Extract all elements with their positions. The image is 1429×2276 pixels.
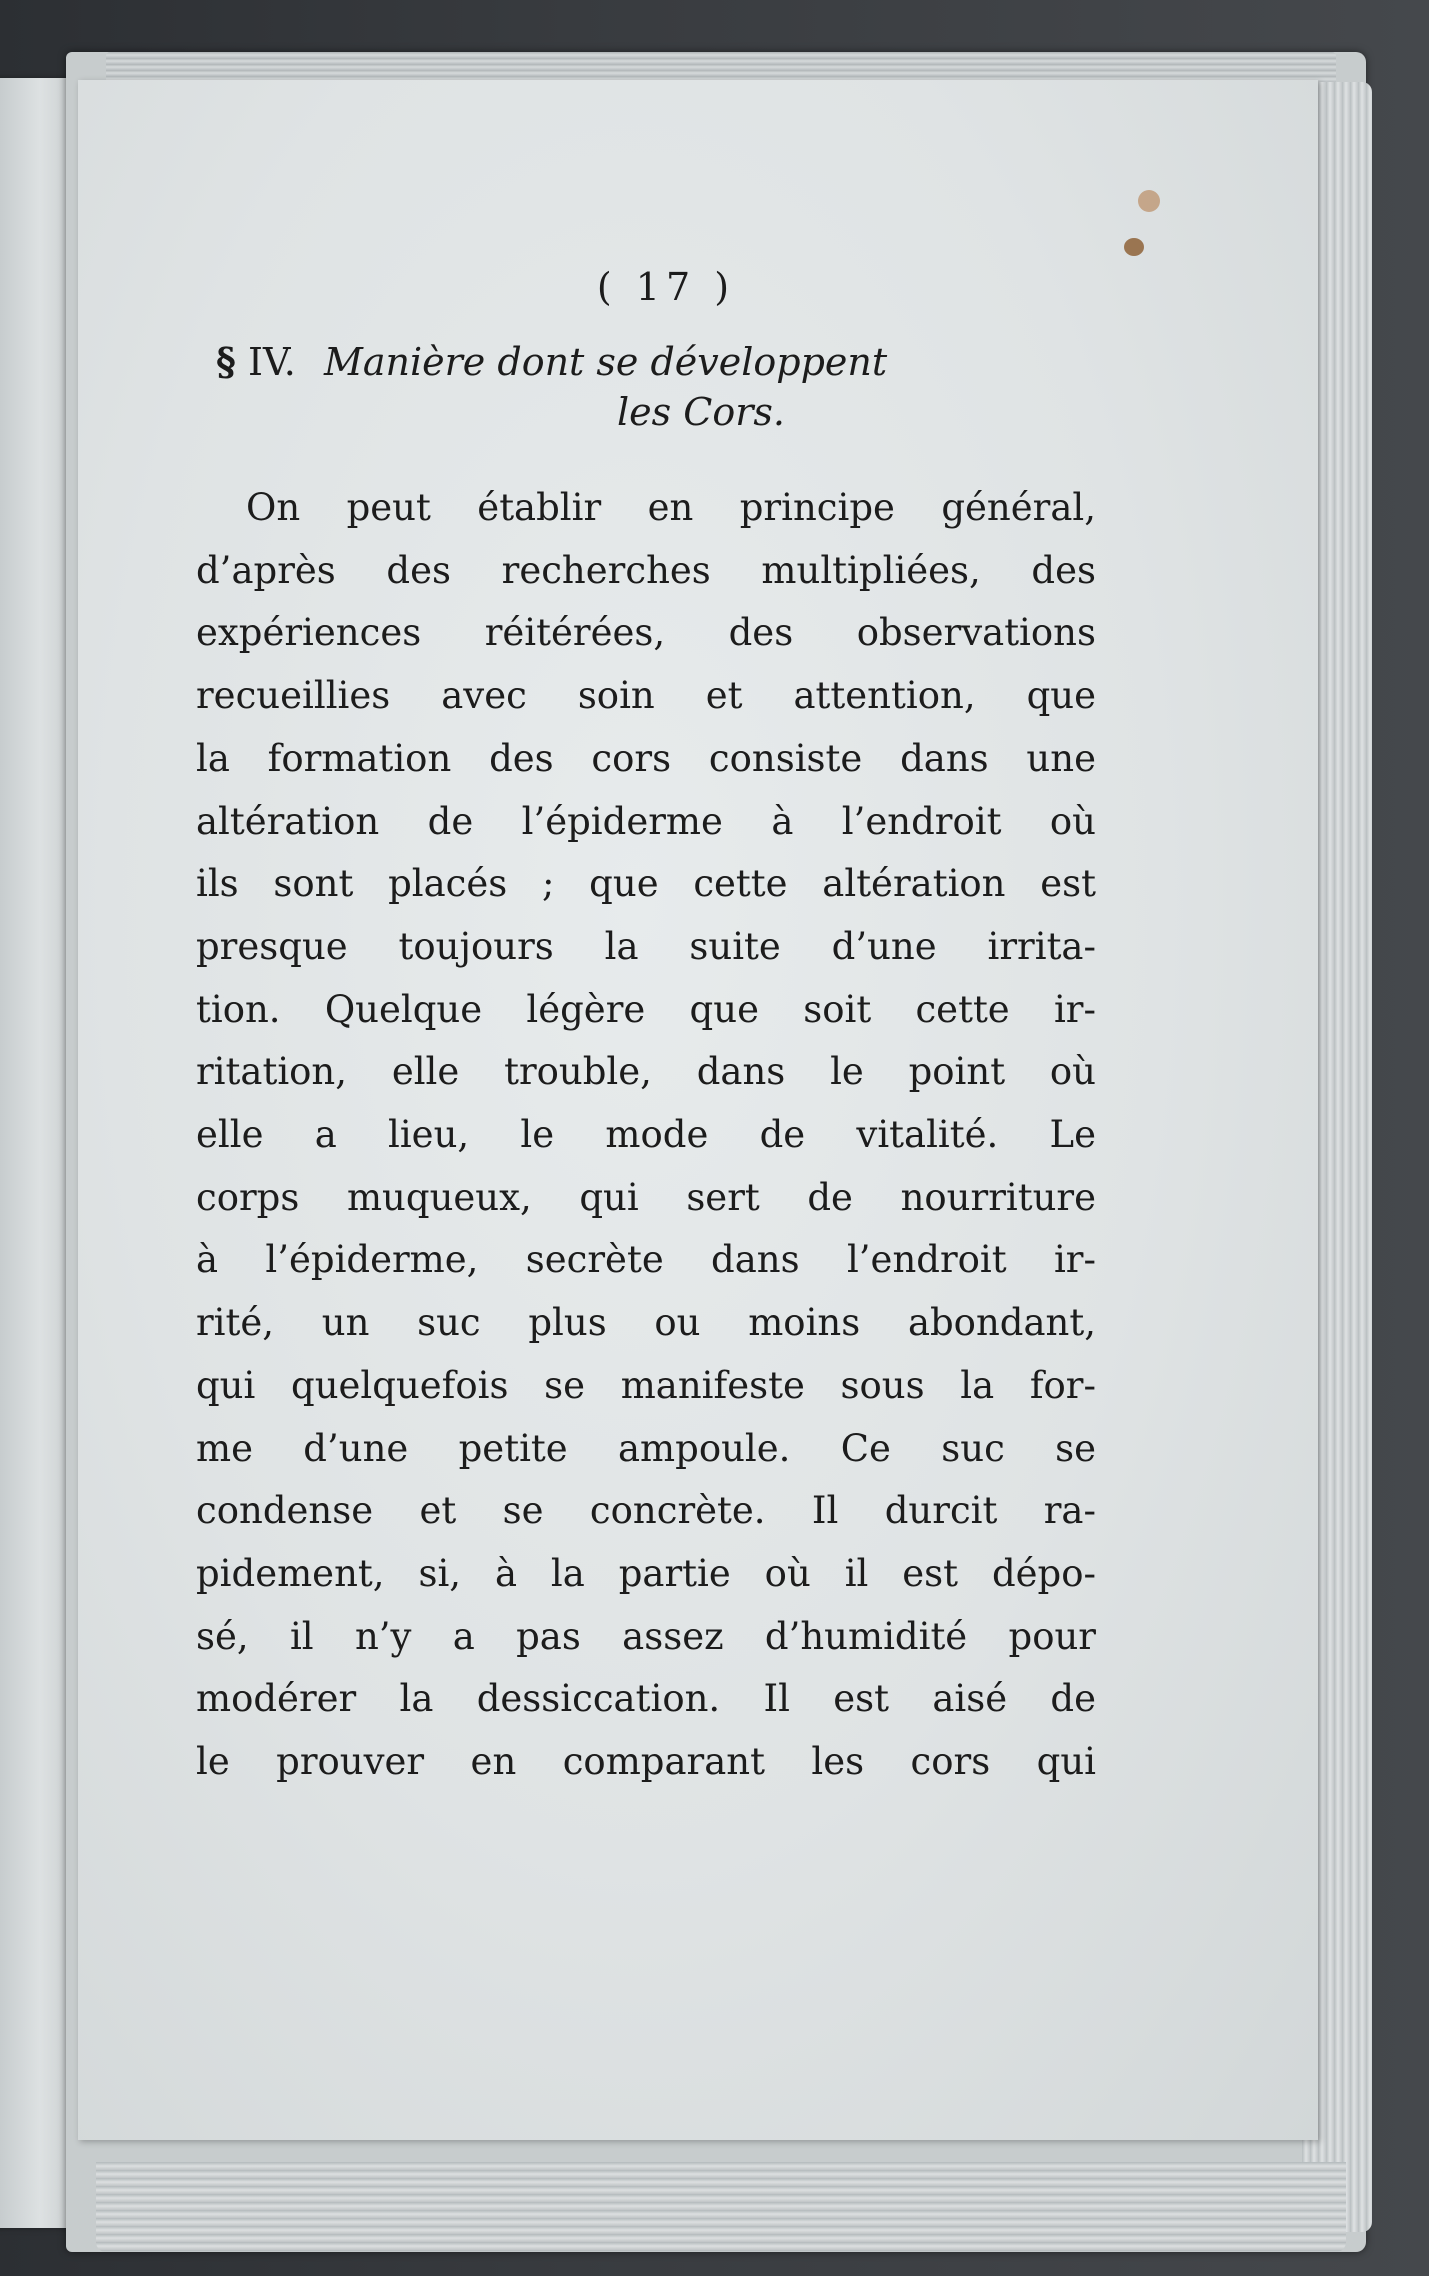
paragraph — [196, 477, 1096, 1794]
text-line: altération de l’épiderme à l’endroit où — [196, 799, 1096, 843]
section-mark: § — [216, 339, 236, 384]
text-line: On peut établir en principe général, — [246, 486, 1096, 529]
page-edges-bottom — [96, 2162, 1346, 2252]
section-number: IV. — [247, 340, 296, 384]
text-line: à l’épiderme, secrète dans l’endroit ir- — [196, 1238, 1096, 1282]
page-text — [196, 265, 1096, 1794]
text-line: ritation, elle trouble, dans le point où — [196, 1050, 1096, 1094]
text-line: expériences réitérées, des observations — [196, 611, 1096, 655]
text-line: ils sont placés ; que cette altération est — [196, 862, 1096, 906]
book-page — [78, 80, 1318, 2140]
section-title-line-2: les Cors. — [617, 390, 785, 434]
text-line: presque toujours la suite d’une irrita- — [196, 924, 1096, 968]
page-number: ( 17 ) — [596, 265, 736, 309]
text-line: le prouver en comparant les cors qui — [196, 1740, 1096, 1784]
paper-stain — [1124, 238, 1144, 256]
text-line: recueillies avec soin et attention, que — [196, 674, 1096, 718]
text-line: corps muqueux, qui sert de nourriture — [196, 1175, 1096, 1219]
text-line: qui quelquefois se manifeste sous la for- — [196, 1363, 1096, 1407]
text-line: tion. Quelque légère que soit cette ir- — [196, 987, 1096, 1031]
text-line: pidement, si, à la partie où il est dépo- — [196, 1551, 1096, 1595]
text-line: sé, il n’y a pas assez d’humidité pour — [196, 1614, 1096, 1658]
text-line: rité, un suc plus ou moins abondant, — [196, 1301, 1096, 1345]
paper-stain — [1138, 190, 1160, 212]
text-line: me d’une petite ampoule. Ce suc se — [196, 1426, 1096, 1470]
section-heading — [196, 337, 1096, 437]
text-line: la formation des cors consiste dans une — [196, 736, 1096, 780]
text-line: d’après des recherches multipliées, des — [196, 548, 1096, 592]
text-line: modérer la dessiccation. Il est aisé de — [196, 1677, 1096, 1721]
text-line: condense et se concrète. Il durcit ra- — [196, 1489, 1096, 1533]
section-title-line-1: Manière dont se développent — [323, 340, 888, 384]
text-line: elle a lieu, le mode de vitalité. Le — [196, 1113, 1096, 1157]
